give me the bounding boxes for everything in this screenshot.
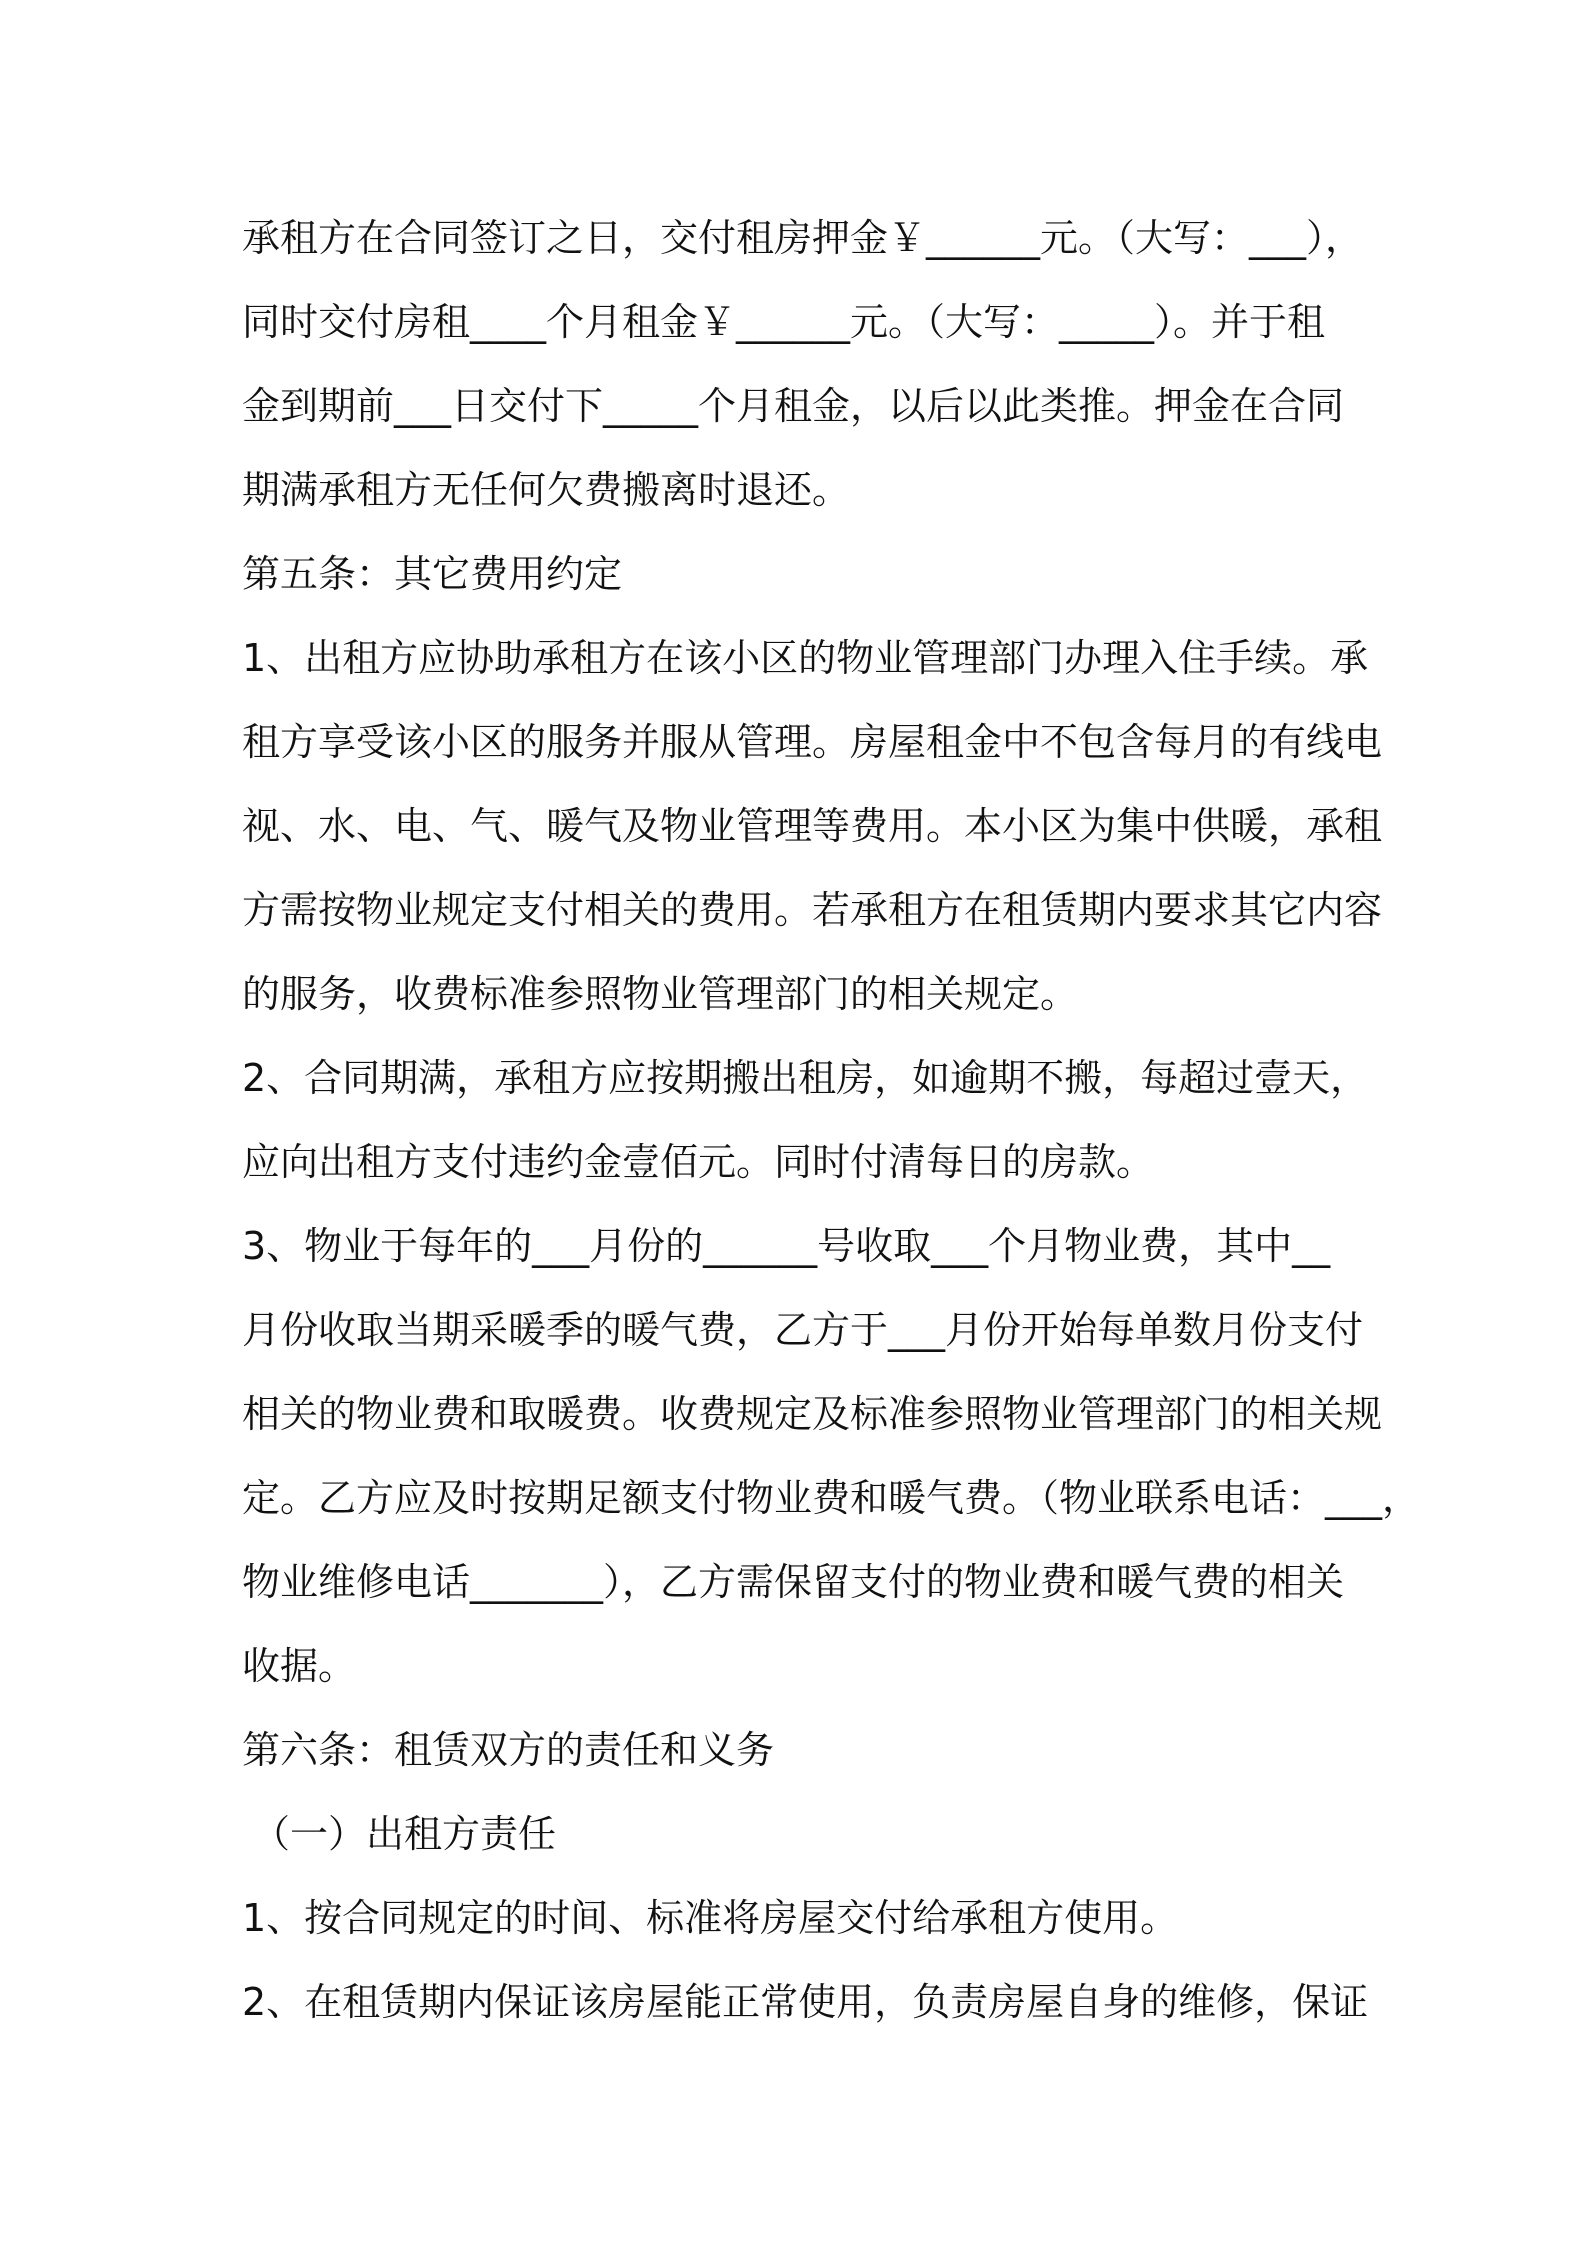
- text-line: 月份收取当期采暖季的暖气费，乙方于___月份开始每单数月份支付: [242, 1308, 1364, 1352]
- text-line: 1、按合同规定的时间、标准将房屋交付给承租方使用。: [242, 1896, 1179, 1940]
- article-five-heading: [242, 532, 1362, 616]
- text-line: 1、出租方应协助承租方在该小区的物业管理部门办理入住手续。承: [242, 636, 1369, 680]
- lessor-responsibility-item-2: [242, 1960, 1369, 2044]
- text-line: 定。乙方应及时按期足额支付物业费和暖气费。（物业联系电话：___，: [242, 1476, 1421, 1520]
- text-line: 相关的物业费和取暖费。收费规定及标准参照物业管理部门的相关规: [242, 1392, 1383, 1436]
- section-heading: 第六条：租赁双方的责任和义务: [242, 1728, 775, 1772]
- text-line: 视、水、电、气、暖气及物业管理等费用。本小区为集中供暖，承租: [242, 804, 1383, 848]
- article-five-item-1: [242, 616, 1383, 1036]
- contract-text-body: [242, 196, 1421, 2044]
- lessor-responsibility-item-1: [242, 1876, 1362, 1960]
- text-line: 物业维修电话_______），乙方需保留支付的物业费和暖气费的相关: [242, 1560, 1345, 1604]
- text-line: 期满承租方无任何欠费搬离时退还。: [242, 468, 851, 512]
- article-six-heading: [242, 1708, 1362, 1792]
- text-line: 2、在租赁期内保证该房屋能正常使用，负责房屋自身的维修，保证: [242, 1980, 1369, 2024]
- text-line: 3、物业于每年的___月份的______号收取___个月物业费，其中__: [242, 1224, 1331, 1268]
- subsection-heading: （一）出租方责任: [252, 1812, 557, 1856]
- text-line: 2、合同期满，承租方应按期搬出租房，如逾期不搬，每超过壹天，: [242, 1056, 1369, 1100]
- text-line: 同时交付房租____个月租金￥______元。（大写：_____）。并于租: [242, 300, 1326, 344]
- article-five-item-2: [242, 1036, 1369, 1204]
- text-line: 金到期前___日交付下_____个月租金，以后以此类推。押金在合同: [242, 384, 1345, 428]
- text-line: 应向出租方支付违约金壹佰元。同时付清每日的房款。: [242, 1140, 1155, 1184]
- deposit-payment-paragraph: [242, 196, 1362, 532]
- text-line: 方需按物业规定支付相关的费用。若承租方在租赁期内要求其它内容: [242, 888, 1383, 932]
- text-line: 租方享受该小区的服务并服从管理。房屋租金中不包含每月的有线电: [242, 720, 1383, 764]
- text-line: 的服务，收费标准参照物业管理部门的相关规定。: [242, 972, 1079, 1016]
- text-line: 承租方在合同签订之日，交付租房押金￥______元。（大写：___），: [242, 216, 1364, 260]
- article-five-item-3: [242, 1204, 1421, 1708]
- section-heading: 第五条：其它费用约定: [242, 552, 623, 596]
- lessor-responsibility-heading: [242, 1792, 1362, 1876]
- text-line: 收据。: [242, 1644, 357, 1688]
